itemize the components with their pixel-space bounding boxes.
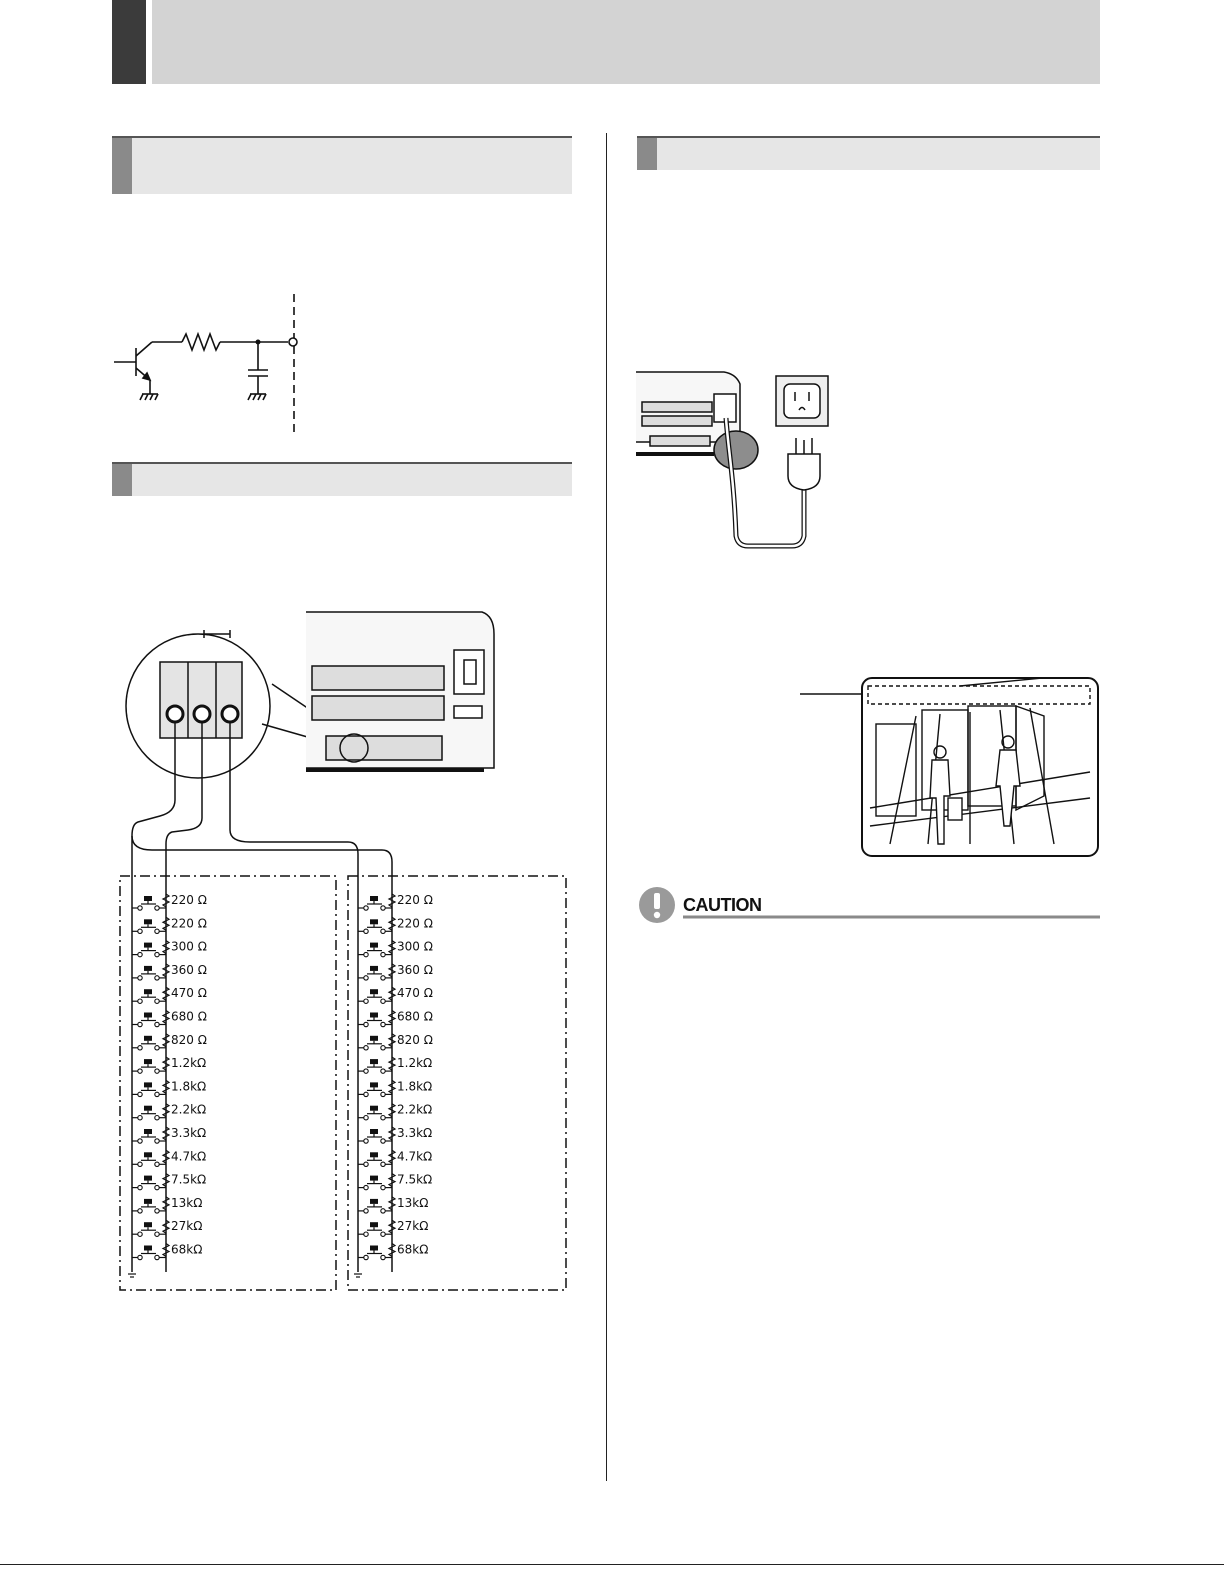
resistor-value-label: 2.2kΩ: [171, 1102, 207, 1117]
power-connection-illustration: [636, 368, 856, 553]
section-heading-left-2: [112, 462, 572, 496]
ladder-row: [132, 1056, 206, 1073]
ladder-row: [132, 986, 207, 1003]
resistor-value-label: 68kΩ: [171, 1242, 203, 1257]
resistor-value-label: 220 Ω: [397, 916, 433, 931]
ladder-row: [132, 1079, 206, 1096]
resistor-value-label: 13kΩ: [171, 1195, 203, 1210]
resistor-value-label: 820 Ω: [171, 1032, 207, 1047]
caution-heading: [638, 886, 1100, 926]
output-circuit-diagram: [100, 290, 320, 440]
resistor-value-label: 7.5kΩ: [397, 1172, 433, 1187]
ladder-row: [132, 916, 207, 933]
ladder-row: [358, 986, 433, 1003]
header-tab: [112, 0, 146, 84]
resistor-ladder-right: [354, 893, 433, 1277]
resistor-value-label: 680 Ω: [171, 1009, 207, 1024]
resistor-value-label: 680 Ω: [397, 1009, 433, 1024]
ladder-row: [358, 1243, 428, 1260]
resistor-value-label: 1.2kΩ: [171, 1056, 207, 1071]
ladder-row: [358, 1103, 432, 1120]
ladder-row: [358, 893, 433, 910]
resistor-value-label: 300 Ω: [397, 939, 433, 954]
ladder-row: [358, 1219, 428, 1236]
ladder-row: [132, 1243, 202, 1260]
resistor-value-label: 300 Ω: [171, 939, 207, 954]
ladder-row: [132, 940, 207, 957]
resistor-value-label: 360 Ω: [397, 962, 433, 977]
resistor-value-label: 27kΩ: [397, 1219, 429, 1234]
section-heading-right-1: [637, 136, 1100, 170]
resistor-value-label: 7.5kΩ: [171, 1172, 207, 1187]
resistor-value-label: 68kΩ: [397, 1242, 429, 1257]
ladder-row: [358, 1173, 432, 1190]
ladder-row: [132, 1196, 202, 1213]
ladder-row: [358, 1196, 428, 1213]
caution-label: CAUTION: [683, 895, 762, 915]
ladder-row: [358, 916, 433, 933]
column-divider: [606, 133, 607, 1481]
ladder-row: [132, 1126, 206, 1143]
resistor-value-label: 13kΩ: [397, 1195, 429, 1210]
resistor-ladder-left: [128, 893, 207, 1277]
resistor-value-label: 3.3kΩ: [171, 1126, 207, 1140]
resistor-value-label: 4.7kΩ: [397, 1149, 433, 1164]
resistor-value-label: 360 Ω: [171, 962, 207, 977]
ladder-row: [358, 963, 433, 980]
ladder-row: [132, 1219, 202, 1236]
resistor-value-label: 220 Ω: [171, 916, 207, 931]
ladder-row: [358, 1033, 433, 1050]
resistor-value-label: 470 Ω: [171, 986, 207, 1001]
ladder-row: [358, 1079, 432, 1096]
resistor-value-label: 220 Ω: [397, 893, 433, 907]
resistor-value-label: 220 Ω: [171, 893, 207, 907]
ladder-row: [132, 893, 207, 910]
ladder-row: [132, 1103, 206, 1120]
ladder-row: [132, 1173, 206, 1190]
resistor-value-label: 27kΩ: [171, 1219, 203, 1234]
ladder-row: [358, 1149, 432, 1166]
resistor-value-label: 3.3kΩ: [397, 1126, 433, 1140]
resistor-value-label: 820 Ω: [397, 1032, 433, 1047]
ladder-row: [358, 1010, 433, 1027]
resistor-value-label: 1.2kΩ: [397, 1056, 433, 1071]
resistor-value-label: 1.8kΩ: [171, 1079, 207, 1094]
ladder-row: [132, 1010, 207, 1027]
ladder-row: [132, 963, 207, 980]
terminal-connection-diagram: [112, 604, 572, 1294]
resistor-value-label: 1.8kΩ: [397, 1079, 433, 1094]
ladder-row: [132, 1033, 207, 1050]
ladder-row: [358, 940, 433, 957]
footer-rule: [0, 1564, 1224, 1565]
resistor-value-label: 470 Ω: [397, 986, 433, 1001]
monitor-screen-illustration: [800, 676, 1100, 860]
ladder-row: [358, 1126, 432, 1143]
ladder-row: [358, 1056, 432, 1073]
resistor-value-label: 4.7kΩ: [171, 1149, 207, 1164]
page-header-bar: [112, 0, 1100, 84]
section-heading-left-1: [112, 136, 572, 194]
resistor-value-label: 2.2kΩ: [397, 1102, 433, 1117]
ladder-row: [132, 1149, 206, 1166]
